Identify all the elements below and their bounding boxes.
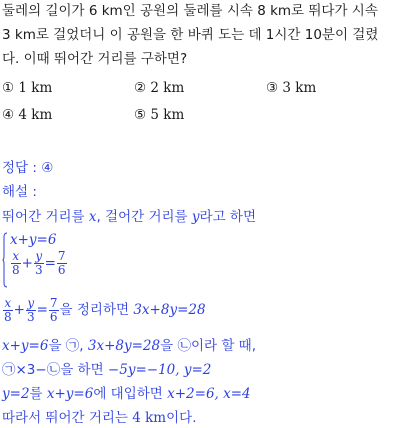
choice-2-text: 2 km bbox=[150, 80, 185, 96]
solution-intro bbox=[2, 208, 256, 226]
concl-value: 4 km bbox=[132, 410, 167, 426]
solution-heading: 해설 : bbox=[2, 184, 37, 200]
choice-4[interactable] bbox=[2, 106, 52, 124]
choice-5-text: 5 km bbox=[150, 107, 185, 123]
intro-text-3: 라고 하면 bbox=[199, 209, 256, 225]
label-eq-2: 3x+8y=28 bbox=[87, 338, 161, 354]
question-line-1: 둘레의 길이가 6 km인 공원의 둘레를 시속 8 km로 뛰다가 시속 bbox=[2, 3, 378, 19]
system-eq-2: $\frac{x}{8}$ + $\frac{y}{3}$ = $\frac{7}{6}$ bbox=[12, 249, 66, 277]
answer-value: ④ bbox=[41, 160, 54, 176]
conclusion-line bbox=[2, 409, 197, 427]
choice-2-mark: ② bbox=[134, 80, 147, 96]
choice-3[interactable] bbox=[266, 79, 316, 97]
elim-text: ㉠×3−㉡을 하면 bbox=[2, 362, 108, 378]
answer-line bbox=[2, 159, 53, 177]
sys-frac-76: $\frac{7}{6}$ bbox=[57, 249, 66, 277]
choice-5[interactable] bbox=[134, 106, 184, 124]
choice-5-mark: ⑤ bbox=[134, 107, 147, 123]
arrange-line: $\frac{x}{8}$ + $\frac{y}{3}$ = $\frac{7}{6}$ 을 정리하면 3x+8y=28 bbox=[4, 295, 206, 324]
sys-frac-x8: $\frac{x}{8}$ bbox=[12, 249, 20, 277]
arr-frac-x8: $\frac{x}{8}$ bbox=[4, 295, 12, 324]
concl-text-2: 이다. bbox=[166, 410, 197, 426]
system-brace-icon bbox=[2, 232, 8, 288]
sub-text-2: 에 대입하면 bbox=[93, 386, 168, 402]
answer-label: 정답 : bbox=[2, 160, 42, 176]
choice-1[interactable] bbox=[2, 79, 52, 97]
choice-3-text: 3 km bbox=[282, 80, 317, 96]
elimination-line bbox=[2, 361, 211, 379]
sub-text-1: 를 bbox=[29, 386, 47, 402]
intro-var-y: y bbox=[191, 209, 200, 225]
choice-1-mark: ① bbox=[2, 80, 15, 96]
choice-2[interactable] bbox=[134, 79, 184, 97]
concl-text-1: 따라서 뛰어간 거리는 bbox=[2, 410, 133, 426]
system-eq-1: x+y=6 bbox=[10, 232, 57, 248]
arrange-eq: 3x+8y=28 bbox=[133, 302, 206, 318]
choice-3-mark: ③ bbox=[266, 80, 279, 96]
choice-4-mark: ④ bbox=[2, 107, 15, 123]
label-text-2: 을 ㉡이라 할 때, bbox=[160, 338, 256, 354]
choice-1-text: 1 km bbox=[18, 80, 53, 96]
intro-text-2: , 걸어간 거리를 bbox=[96, 209, 192, 225]
choice-4-text: 4 km bbox=[18, 107, 53, 123]
label-eq-1: x+y=6 bbox=[2, 338, 49, 354]
sub-eq-1: y=2 bbox=[2, 386, 30, 402]
intro-var-x: x bbox=[88, 209, 97, 225]
intro-text-1: 뛰어간 거리를 bbox=[2, 209, 89, 225]
sub-eq-2: x+y=6 bbox=[46, 386, 94, 402]
question-line-3: 다. 이때 뛰어간 거리를 구하면? bbox=[2, 51, 188, 67]
sys-frac-y3: $\frac{y}{3}$ bbox=[34, 249, 43, 277]
elim-eq: −5y=−10, y=2 bbox=[107, 362, 212, 378]
arr-frac-76: $\frac{7}{6}$ bbox=[49, 295, 58, 324]
label-text-1: 을 ㉠, bbox=[48, 338, 88, 354]
arrange-text: 을 정리하면 bbox=[59, 302, 134, 318]
question-line-2: 3 km로 걸었더니 이 공원을 한 바퀴 도는 데 1시간 10분이 걸렸 bbox=[2, 27, 379, 43]
label-line bbox=[2, 337, 256, 355]
arr-frac-y3: $\frac{y}{3}$ bbox=[26, 295, 35, 324]
substitution-line bbox=[2, 385, 251, 403]
sub-eq-3: x+2=6, x=4 bbox=[167, 386, 251, 402]
